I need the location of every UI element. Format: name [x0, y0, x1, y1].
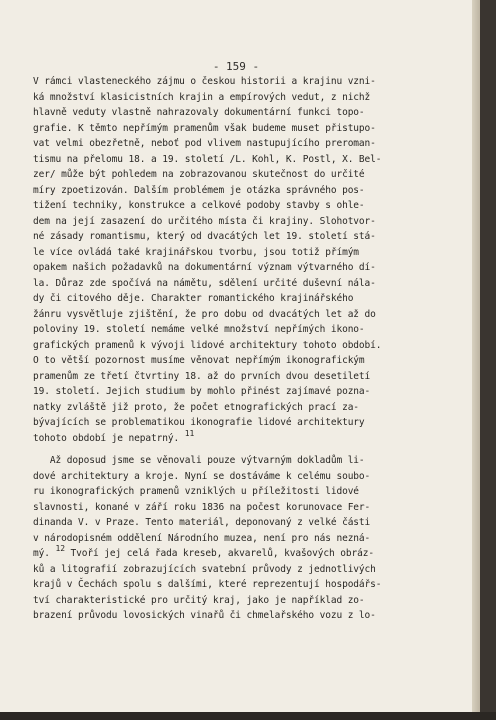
background-strip — [0, 712, 496, 720]
text-line: natky zvláště již proto, že počet etnografických prací za- — [33, 401, 359, 413]
text-line: grafických pramenů k vývoji lidové architektury tohoto období. — [33, 339, 382, 351]
text-line: v národopisném oddělení Národního muzea, není pro nás nezná- — [33, 532, 371, 544]
text-line: míry zpoetizován. Dalším problémem je otázka správného pos- — [33, 184, 365, 196]
text-line: vat velmi obezřetně, neboť pod vlivem nastupujícího preroman- — [33, 138, 376, 149]
text-line — [33, 546, 445, 562]
text-line: ků a litografií zobrazujících svatební průvody z jednotlivých — [33, 563, 376, 575]
text-line: Až doposud jsme se věnovali pouze výtvarným dokladům li- — [33, 455, 365, 466]
body-text — [33, 74, 445, 624]
footnote-marker: 12 — [55, 544, 65, 553]
footnote-marker: 11 — [184, 428, 195, 438]
text-line: V rámci vlasteneckého zájmu o českou historii a krajinu vzni- — [33, 76, 376, 87]
text-line: dové architektury a kroje. Nyní se dostáváme k celému soubo- — [33, 470, 371, 482]
text-line: 19. století. Jejich studium by mohlo přinést zajímavé pozna- — [33, 386, 371, 397]
text-line: poloviny 19. století nemáme velké množství nepřímých ikono- — [33, 324, 365, 335]
text-line: pramenům ze třetí čtvrtiny 18. až do prvních dvou desetiletí — [33, 370, 371, 382]
text-line: brazení průvodu lovosických vinařů či chmelařského vozu z lo- — [33, 610, 376, 621]
text-line — [33, 428, 445, 447]
text-line: ru ikonografických pramenů vzniklých u příležitosti lidové — [33, 486, 359, 497]
text-line: né zásady romantismu, který od dvacátých let 19. století stá- — [33, 231, 376, 242]
text-segment: Tvoří jej celá řada kreseb, akvarelů, kvašových obráz- — [64, 548, 374, 559]
text-line: dem na její zasazení do určitého místa či krajiny. Slohotvor- — [33, 215, 376, 227]
text-line: dy či citového děje. Charakter romantického krajinářského — [33, 293, 354, 304]
text-line: dinanda V. v Praze. Tento materiál, deponovaný z velké části — [33, 517, 371, 528]
page-number: - 159 - — [212, 60, 260, 73]
text-line: žánru vysvětluje zjištění, že pro dobu od dvacátých let až do — [33, 308, 376, 320]
text-line: tismu na přelomu 18. a 19. století /L. Kohl, K. Postl, X. Bel- — [33, 153, 382, 165]
page-edge — [472, 0, 480, 712]
background-strip — [480, 0, 496, 720]
text-line: tví charakteristické pro určitý kraj, jako je například zo- — [33, 594, 365, 606]
text-line: zer/ může být pohledem na zobrazovanou skutečnost do určité — [33, 169, 365, 180]
text-line: ká množství klasicistních krajin a empírových vedut, z nichž — [33, 91, 371, 103]
text-line: slavnosti, konané v září roku 1836 na počest korunovace Fer- — [33, 501, 371, 513]
text-segment: tohoto období je nepatrný. — [33, 432, 180, 444]
text-line: la. Důraz zde spočívá na námětu, sdělení určité duševní nála- — [33, 277, 376, 289]
text-line: krajů v Čechách spolu s dalšími, které reprezentují hospodářs- — [33, 579, 382, 590]
text-line: le více ovládá také krajinářskou tvorbu, jsou totiž přímým — [33, 246, 359, 258]
text-segment: mý. — [33, 548, 50, 559]
text-line: bývajících se problematikou ikonografie lidové architektury — [33, 417, 365, 428]
text-line: grafie. K těmto nepřímým pramenům však budeme muset přistupo- — [33, 122, 376, 134]
text-line: hlavně veduty vlastně nahrazovaly dokumentární funkci topo- — [33, 107, 365, 118]
text-line: O to větší pozornost musíme věnovat nepřímým ikonografickým — [33, 355, 365, 366]
text-line: tižení techniky, konstrukce a celkové podoby stavby s ohle- — [33, 200, 365, 211]
text-line: opakem našich požadavků na dokumentární význam výtvarného dí- — [33, 262, 376, 273]
